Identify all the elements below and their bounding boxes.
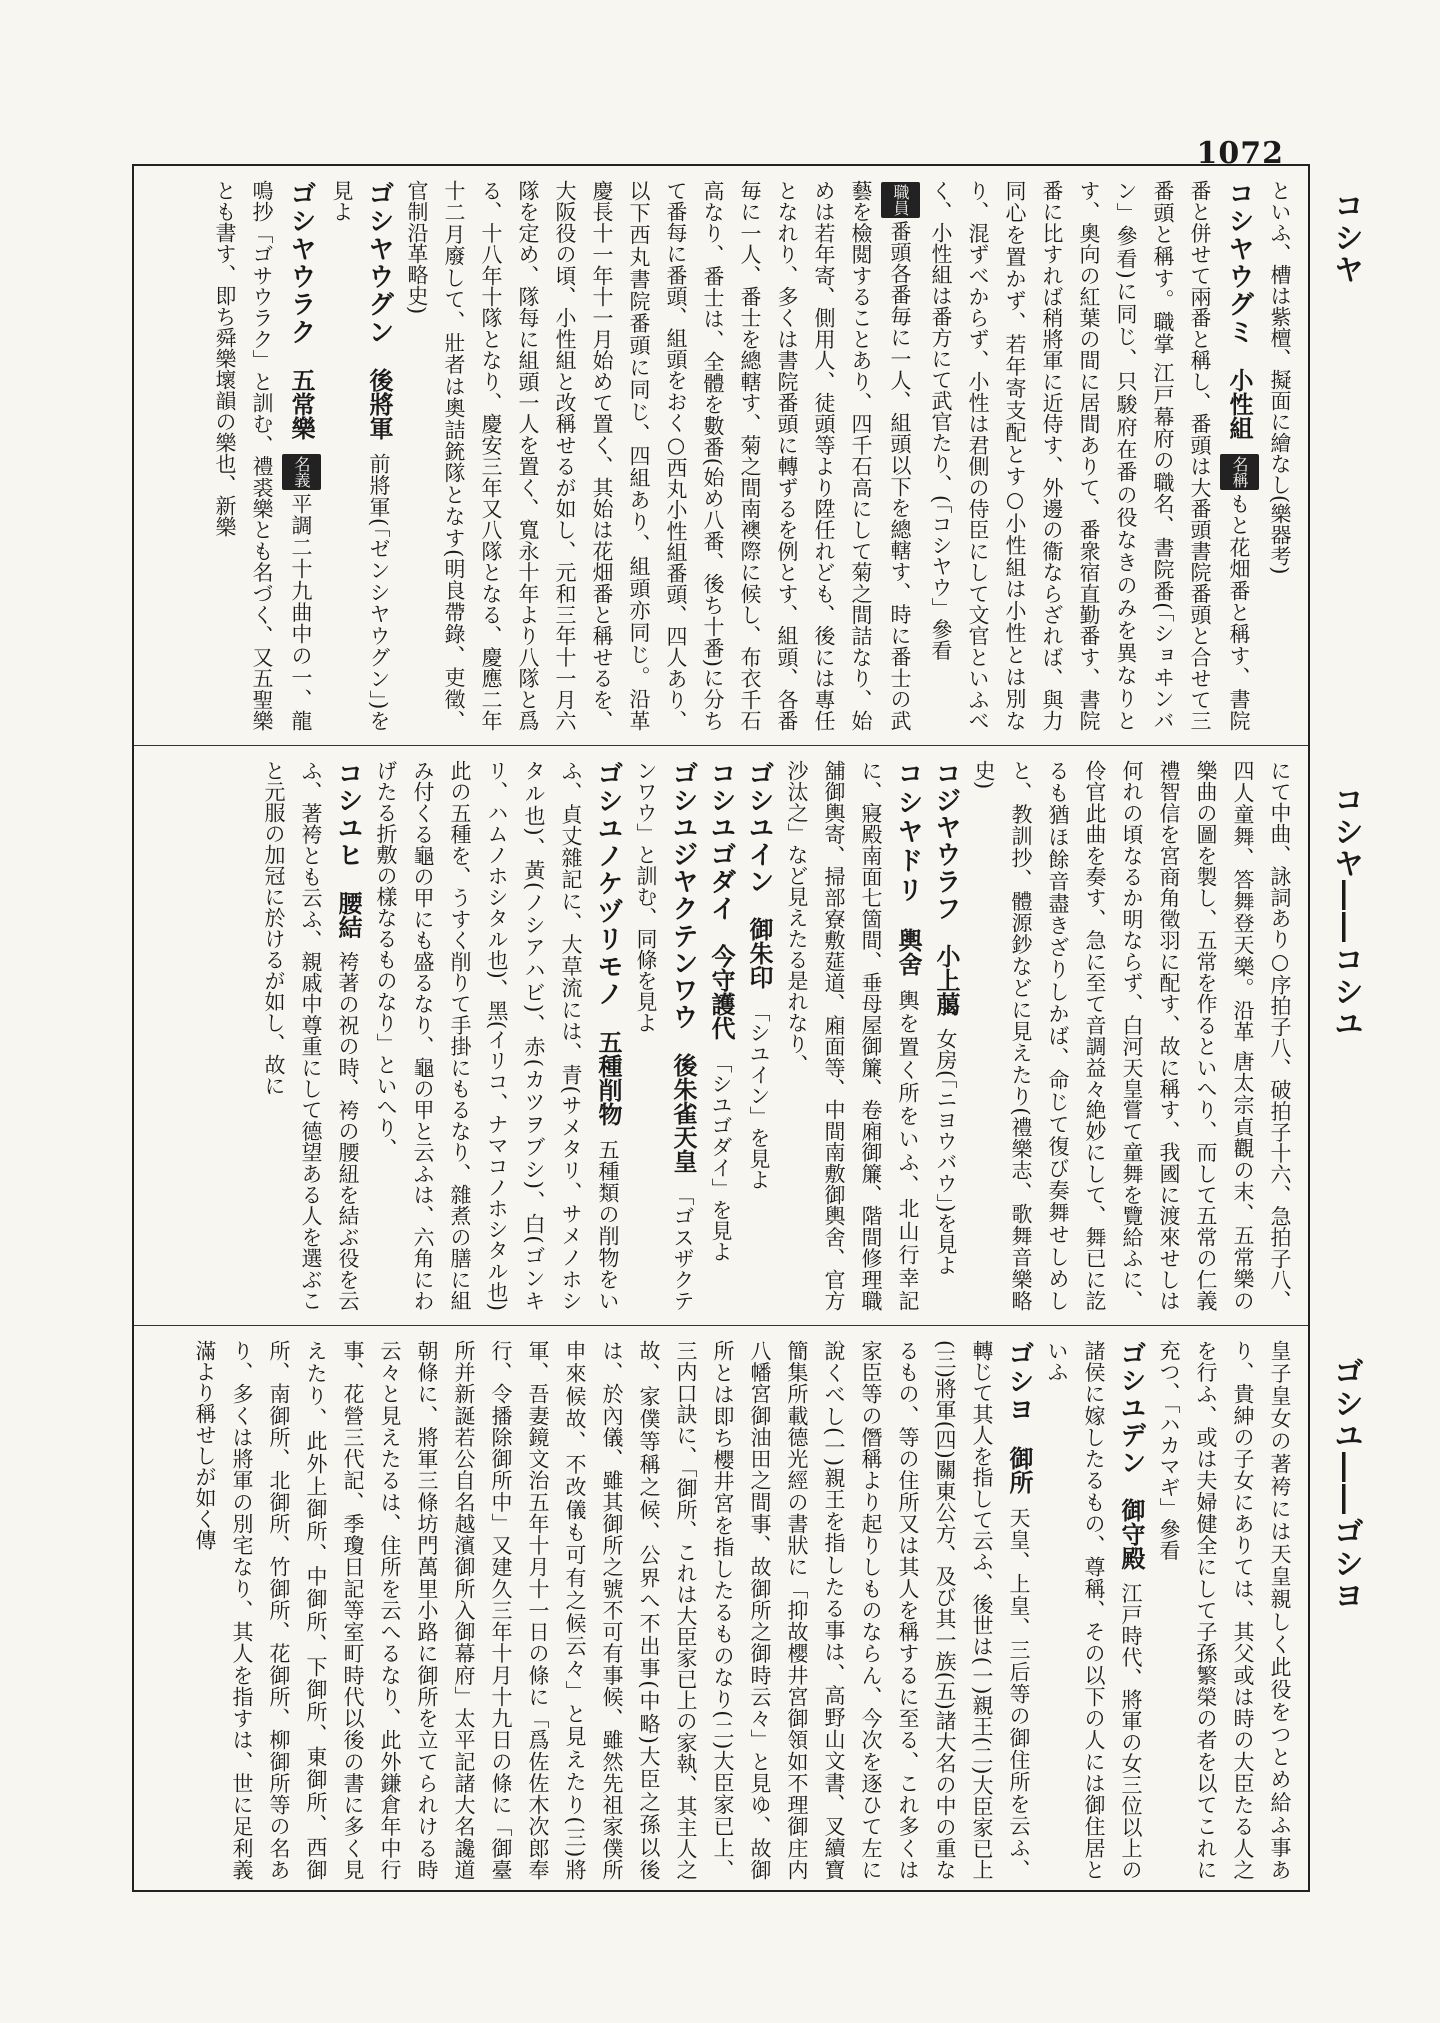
entry-tag: 名稱 <box>1220 454 1259 490</box>
continuation-text: といふ、槽は紫檀、擬面に繪なし(樂器考) <box>1268 180 1292 575</box>
text-block-top <box>134 166 1308 745</box>
dictionary-entry <box>702 760 740 1311</box>
dictionary-entry <box>186 1340 1038 1880</box>
entry-kanji: 腰結 <box>334 890 363 939</box>
entry-tag: 名義 <box>282 454 321 490</box>
entry-text: 「シユゴダイ」を見よ <box>709 1052 733 1262</box>
dictionary-entry <box>965 760 1298 1311</box>
entry-text: 袴著の祝の時、袴の腰紐を結ぶ役を云ふ、著袴とも云ふ、親戚中尊重にして德望ある人を選ぶこと元服の加冠に於けるが如し、故に <box>262 760 360 1312</box>
entry-text: 「シユイン」を見よ <box>747 1001 771 1190</box>
entry-headword: コシヤウグミ <box>1224 180 1254 347</box>
entry-kanji: 五種削物 <box>594 1030 623 1127</box>
text-block-bottom <box>134 1326 1308 1894</box>
entry-headword: コシヤドリ <box>893 760 923 906</box>
entry-kanji: 御守殿 <box>1117 1498 1146 1571</box>
entry-headword: コシユゴダイ <box>706 760 736 922</box>
page-frame <box>132 164 1363 1892</box>
entry-text: もと花畑番と稱す、書院番と併せて兩番と稱し、番頭は大番頭書院番頭と合せて三番頭と稱す。職掌 江戸幕府の職名、書院番(「ショヰンバン」參看)に同じ、只駿府在番の役なきのみを異なりとす、奧向の紅葉の間に居間ありて、番衆宿直勤番す、書院番に比すれば稍將軍に近侍す、外邊の衞ならざれば、與力同心を置かず、若年寄支配とす○小性組は小性とは別なり、混ずべからず、小性は君側の侍臣にして文官といふべく、小性組は番方にて武官たり、(「コシヤウ」參看 <box>929 180 1251 732</box>
entry-tag: 職員 <box>881 182 920 218</box>
dictionary-entry <box>1038 1340 1150 1880</box>
entry-headword: ゴシユジヤクテンワウ <box>668 760 698 1031</box>
entry-text: 天皇、上皇、三后等の御住所を云ふ、轉じて其人を指して云ふ、後世は(一)親王(二)大臣家已上(三)將軍(四)關東公方、及び其一族(五)諸大名の中の重なるもの、等の住所又は其人を稱するに至る、これ多くは家臣等の僭稱より起りしものならん、今次を逐ひて左に說くべし(一)親王を指したる事は、高野山文書、叉續寶簡集所載德光經の書狀に「抑故櫻井宮御領如不理御庄内八幡宮御油田之間事、故御所之御時云々」と見ゆ、故御所とは即ち櫻井宮を指したるものなり(二)大臣家已上、三内口訣に、「御所、これは大臣家已上の家執、其主人之故、家僕等稱之候、公界へ不出事(中略)大臣之孫以後は、於內儀、雖其御所之號不可有事候、雖然先祖家僕所申來候故、不改儀も可有之候云々」と見えたり(三)將軍、吾妻鏡文治五年十月十一日の條に「爲佐佐木次郎奉行、令播除御所中」又建久三年十月十九日の條に「御臺所并新誕若公自名越濱御所入御幕府」太平記諸大名讒道朝條に、將軍三條坊門萬里小路に御所を立てられける時云々と見えたるは、住所を云へるなり、此外鎌倉年中行事、花營三代記、季瓊日記等室町時代以後の書に多く見えたり、此外上御所、中御所、下御所、東御所、西御所、南御所、北御所、竹御所、花御所、柳御所等の名あり、多くは將軍の別宅なり、其人を指すは、世に足利義滿より稱せしが如く傳 <box>193 1340 1031 1880</box>
dictionary-entry <box>740 760 778 1311</box>
entry-headword: ゴシヨ <box>1004 1340 1034 1424</box>
running-header-top: コシヤ <box>1328 190 1363 286</box>
dictionary-entry <box>927 760 965 1311</box>
page-number: 1072 <box>1196 136 1284 171</box>
dictionary-entry <box>1261 180 1298 731</box>
entry-kanji: 後將軍 <box>365 368 394 441</box>
running-header-bottom: ゴシユ――ゴシヨ <box>1328 1356 1363 1612</box>
dictionary-entry <box>398 180 922 731</box>
dictionary-entry <box>255 760 367 1311</box>
continuation-text: 皇子皇女の著袴には天皇親しく此役をつとめ給ふ事あり、貴紳の子女にありては、其父或は時の大臣たる人之を行ふ、或は夫婦健全にして子孫繁榮の者を以てこれに充つ、「ハカマギ」參看 <box>1157 1340 1292 1880</box>
entry-headword: ゴシヤウグン <box>364 180 394 347</box>
dictionary-entry <box>206 180 323 731</box>
entry-headword: コシユヒ <box>333 760 363 869</box>
section-bottom <box>134 1326 1308 1894</box>
entry-text: 「ゴスザクテンワウ」と訓む、同條を見よ <box>634 760 695 1311</box>
entry-kanji: 輿舍 <box>894 927 923 976</box>
entry-headword: コジヤウラフ <box>931 760 961 922</box>
entry-kanji: 五常樂 <box>287 368 316 441</box>
entry-text: 前將軍(「ゼンシヤウグン」)を見よ <box>330 180 391 732</box>
entry-headword: ゴシユデン <box>1116 1340 1146 1477</box>
entry-kanji: 小性組 <box>1225 368 1254 441</box>
dictionary-entry <box>323 180 398 731</box>
entry-headword: ゴシヤウラク <box>286 180 316 347</box>
entry-text: 平調二十九曲中の一、龍鳴抄「ゴサウラク」と訓む、禮裘樂とも名づく、又五聖樂とも書す、即ち舜樂壞韻の樂也、新樂 <box>213 180 313 732</box>
entry-text: 江戸時代、將軍の女三位以上の諸侯に嫁したるもの、尊稱、その以下の人には御住居といふ <box>1045 1340 1143 1881</box>
dictionary-entry <box>922 180 1261 731</box>
entry-text: 五種類の削物をいふ、貞丈雜記に、大草流には、青(サメタリ、サメノホシタル也)、黃(ノシアハビ)、赤(カツヲブシ)、白(ゴンキリ、ハムノホシタル也)、黑(イリコ、ナマコノホシタル也)此の五種を、うすく削りて手掛にもるなり、雜煮の膳に組み付くる龜の甲にも盛るなり、龜の甲と云ふは、六角にわげたる折敷の樣なるものなり」といへり、 <box>374 760 620 1312</box>
entry-kanji: 御所 <box>1005 1446 1034 1494</box>
entry-headword: ゴシユイン <box>744 760 774 895</box>
section-top <box>134 166 1308 746</box>
dictionary-entry <box>778 760 927 1311</box>
dictionary-entry <box>1150 1340 1298 1880</box>
text-block-middle <box>134 746 1308 1325</box>
continuation-text: にて中曲、詠詞あり○序拍子八、破拍子十六、急拍子八、四人童舞、答舞登天樂。沿革 唐太宗貞觀の末、五常樂の樂曲の圖を製し、五常を作るといへり、而して五常の仁義禮智信を宮商角徵羽に配す、故に稱す、我國に渡來せしは何れの頃なるか明ならず、白河天皇嘗て童舞を覽給ふに、伶官此曲を奏す、急に至て音調益々絶妙にして、舞已に訖るも猶ほ餘音盡きざりしかば、命じて復び奏舞せしめしと、教訓抄、體源鈔などに見えたり(禮樂志、歌舞音樂略史) <box>972 760 1292 1312</box>
entry-kanji: 小上﨟 <box>932 944 961 1016</box>
entry-text: 輿を置く所をいふ、北山行幸記に、寢殿南面七箇間、垂母屋御簾、卷廂御簾、階間修理職舖御輿寄、掃部寮敷莚道、廂面等、中間南敷御輿舍、官方沙汰之」など見えたる是れなり、 <box>785 760 920 1312</box>
entry-kanji: 御朱印 <box>745 917 774 989</box>
entry-kanji: 今守護代 <box>707 944 736 1040</box>
running-header-middle: コシヤ――コシユ <box>1328 784 1363 1040</box>
dictionary-entry <box>627 760 702 1311</box>
entry-headword: ゴシユノケヅリモノ <box>593 760 623 1009</box>
dictionary-entry <box>367 760 627 1311</box>
section-middle <box>134 746 1308 1326</box>
entry-text: 番頭各番毎に一人、組頭以下を總轄す、時に番士の武藝を檢閲することあり、四千石高にして菊之間詰なり、始めは若年寄、側用人、徒頭等より陞任れども、後には專任となれり、多くは書院番頭に轉ずるを例とす、組頭、各番毎に一人、番士を總轄す、菊之間南襖際に候し、布衣千石高なり、番士は、全體を數番(始め八番、後ち十番)に分ちて番每に番頭、組頭をおく○西丸小性組番頭、四人あり、以下西丸書院番頭に同じ、四組あり、組頭亦同じ。沿革 慶長十一年十一月始めて置く、其始は花畑番と稱せるを、大阪役の頃、小性組と改稱せるが如し、元和三年十一月六隊を定め、隊每に組頭一人を置く、寬永十年より八隊と爲る、十八年十隊となり、慶安三年又八隊となる、慶應二年十二月廢して、壯者は奧詰銃隊となす(明良帶錄、吏徵、官制沿革略史) <box>405 180 912 731</box>
entry-kanji: 後朱雀天皇 <box>669 1052 698 1173</box>
entry-text: 女房(「ニヨウバウ」)を見よ <box>934 1028 958 1276</box>
